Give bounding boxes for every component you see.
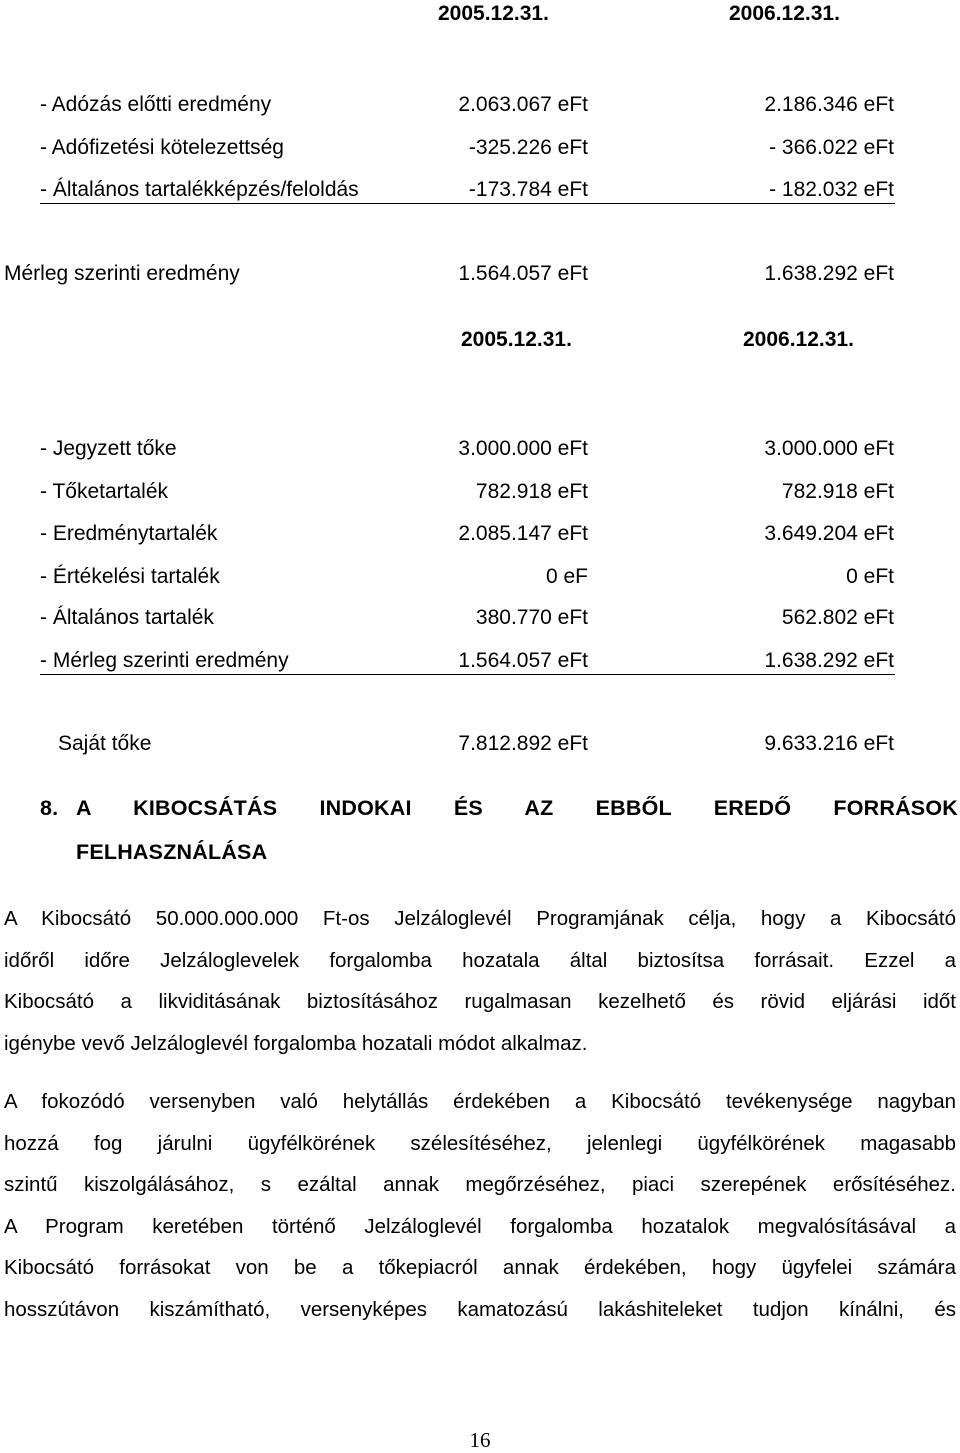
- table-2-row-value-2006: 3.000.000 eFt: [764, 437, 894, 460]
- table-1-row-value-2006: - 366.022 eFt: [769, 136, 894, 159]
- paragraph-1: [4, 898, 956, 1064]
- table-2-row-label: - Általános tartalék: [40, 606, 214, 629]
- paragraph-line: igénybe vevő Jelzáloglevél forgalomba hozatali módot alkalmaz.: [4, 1031, 588, 1055]
- table-2-header-2005: 2005.12.31.: [461, 328, 572, 351]
- table-2-row-value-2005: 3.000.000 eFt: [458, 437, 588, 460]
- table-1-row-value-2005: -173.784 eFt: [468, 178, 588, 201]
- paragraph-line: A Kibocsátó 50.000.000.000 Ft-os Jelzáloglevél Programjának célja, hogy a Kibocsátó: [4, 907, 956, 930]
- paragraph-line: hozzá fog járulni ügyfélkörének szélesítéséhez, jelenlegi ügyfélkörének magasabb: [4, 1131, 956, 1155]
- table-2-row-label: - Eredménytartalék: [40, 522, 218, 545]
- table-2-row-label: - Értékelési tartalék: [40, 565, 220, 588]
- paragraph-line: Kibocsátó forrásokat von be a tőkepiacról annak érdekében, hogy ügyfelei számára: [4, 1256, 956, 1279]
- table-1-row-value-2005: 2.063.067 eFt: [458, 93, 588, 116]
- section-number: 8.: [40, 796, 59, 820]
- table-2-row-value-2005: 2.085.147 eFt: [458, 522, 588, 545]
- section-title-line-1: A KIBOCSÁTÁS INDOKAI ÉS AZ EBBŐL EREDŐ FORRÁSOK: [76, 796, 958, 820]
- table-1-underline: [40, 203, 895, 204]
- table-2-total-label: Saját tőke: [58, 732, 152, 755]
- table-2-row-value-2005: 1.564.057 eFt: [458, 649, 588, 672]
- table-1-row-label: - Adófizetési kötelezettség: [40, 136, 284, 159]
- table-2-row-label: - Jegyzett tőke: [40, 437, 177, 460]
- table-1-row-label: - Adózás előtti eredmény: [40, 93, 272, 116]
- table-2-total-value-2005: 7.812.892 eFt: [458, 732, 588, 755]
- table-1-row-value-2006: - 182.032 eFt: [769, 178, 894, 201]
- table-2-row-value-2006: 782.918 eFt: [781, 480, 894, 503]
- table-2-row-value-2005: 380.770 eFt: [475, 606, 588, 629]
- table-2-row-value-2006: 1.638.292 eFt: [764, 649, 894, 672]
- table-1-header-2006: 2006.12.31.: [729, 2, 840, 25]
- table-2-row-value-2006: 562.802 eFt: [781, 606, 894, 629]
- paragraph-line: szintű kiszolgálásához, s ezáltal annak megőrzéséhez, piaci szerepének erősítéséhez.: [4, 1173, 956, 1196]
- table-1-header-2005: 2005.12.31.: [438, 2, 549, 25]
- table-1-total-label: Mérleg szerinti eredmény: [4, 262, 240, 285]
- table-2-row-value-2006: 0 eFt: [846, 565, 894, 588]
- table-2-row-value-2005: 782.918 eFt: [475, 480, 588, 503]
- table-1-row-value-2006: 2.186.346 eFt: [764, 93, 894, 116]
- paragraph-line: hosszútávon kiszámítható, versenyképes kamatozású lakáshiteleket tudjon kínálni, és: [4, 1297, 956, 1321]
- table-2-row-value-2006: 3.649.204 eFt: [764, 522, 894, 545]
- table-2-row-label: - Tőketartalék: [40, 480, 168, 503]
- paragraph-line: Kibocsátó a likviditásának biztosításához rugalmasan kezelhető és rövid eljárási időt: [4, 990, 956, 1013]
- page-number: 16: [469, 1428, 491, 1452]
- table-1-total-value-2006: 1.638.292 eFt: [764, 262, 894, 285]
- table-2-total-value-2006: 9.633.216 eFt: [764, 732, 894, 755]
- paragraph-2: [4, 1081, 956, 1330]
- table-2-header-2006: 2006.12.31.: [743, 328, 854, 351]
- table-1-row-value-2005: -325.226 eFt: [468, 136, 588, 159]
- table-2-row-label: - Mérleg szerinti eredmény: [40, 649, 289, 672]
- table-1-row-label: - Általános tartalékképzés/feloldás: [40, 178, 359, 201]
- section-title-line-2: FELHASZNÁLÁSA: [76, 840, 268, 864]
- paragraph-line: A Program keretében történő Jelzáloglevél forgalomba hozatalok megvalósításával a: [4, 1214, 956, 1238]
- table-2-row-value-2005: 0 eF: [545, 565, 588, 588]
- paragraph-line: időről időre Jelzáloglevelek forgalomba hozatala által biztosítsa forrásait. Ezzel a: [4, 948, 956, 972]
- table-1-total-value-2005: 1.564.057 eFt: [458, 262, 588, 285]
- paragraph-line: A fokozódó versenyben való helytállás érdekében a Kibocsátó tevékenysége nagyban: [4, 1090, 956, 1113]
- table-2-underline: [40, 674, 895, 675]
